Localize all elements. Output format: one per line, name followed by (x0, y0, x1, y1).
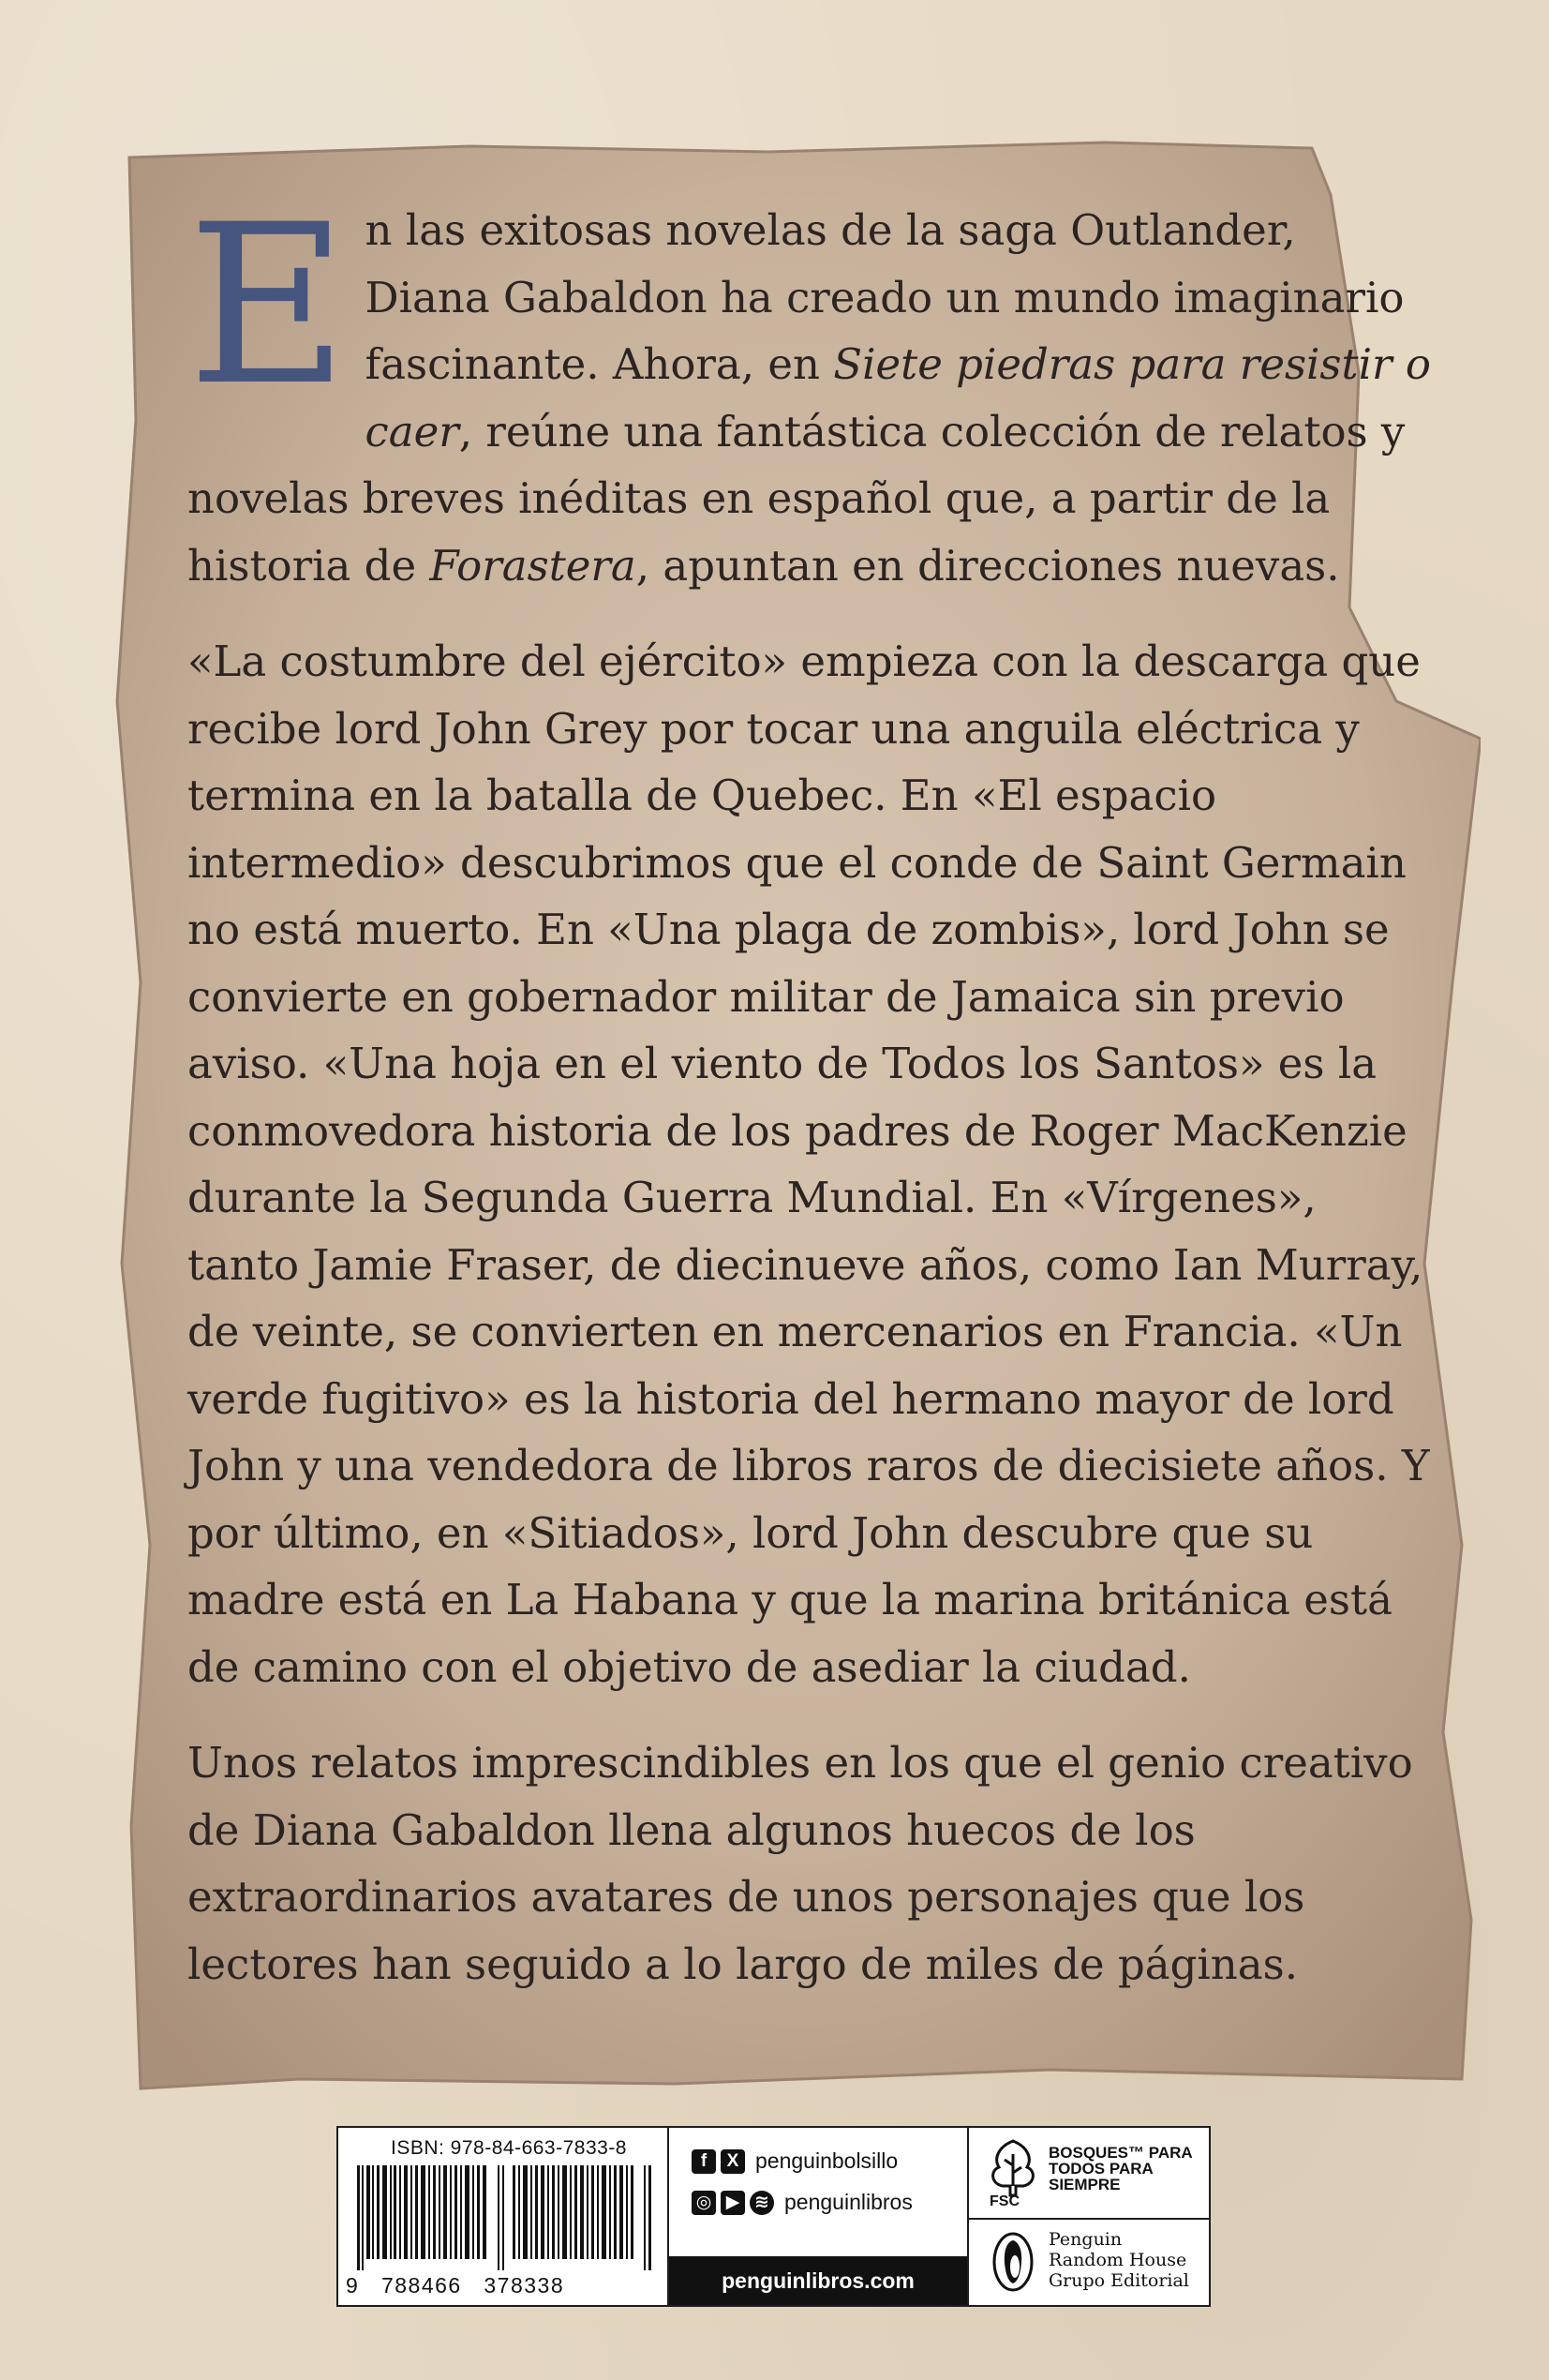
barcode-icon (357, 2165, 655, 2270)
website-link[interactable]: penguinlibros.com (669, 2256, 967, 2305)
publisher-line-3: Grupo Editorial (1049, 2270, 1189, 2291)
isbn-digits: 9 788466 378338 (346, 2273, 565, 2298)
fsc-label: FSC (990, 2193, 1020, 2209)
social-section (669, 2128, 969, 2305)
paragraph-closing: Unos relatos imprescindibles en los que el genio creativo de Diana Gabaldon llena algunos huecos de los extraordinarios avatares de unos personajes que los lectores han seguido a lo largo de miles de páginas. (187, 1738, 1413, 1989)
book-title: Siete piedras para resistir o caer (365, 339, 1431, 457)
intro-text-a: n las exitosas novelas de la saga Outlander, Diana Gabaldon ha creado un mundo imaginario fascinante. Ahora, en (365, 205, 1405, 389)
series-title: Forastera (429, 540, 636, 591)
back-cover-text (187, 178, 1434, 2027)
paragraph-stories: «La costumbre del ejército» empieza con la descarga que recibe lord John Grey por tocar una anguila eléctrica y termina en la batalla de Quebec. En «El espacio intermedio» descubrimos que el conde de Saint Germain no está muerto. En «Una plaga de zombis», lord John se convierte en gobernador militar de Jamaica sin previo aviso. «Una hoja en el viento de Todos los Santos» es la conmovedora historia de los padres de Roger MacKenzie durante la Segunda Guerra Mundial. En «Vírgenes», tanto Jamie Fraser, de diecinueve años, como Ian Murray, de veinte, se convierten en mercenarios en Francia. «Un verde fugitivo» es la historia del hermano mayor de lord John y una vendedora de libros raros de diecisiete años. Y por último, en «Sitiados», lord John descubre que su madre está en La Habana y que la marina británica está de camino con el objetivo de asediar la ciudad. (187, 636, 1430, 1692)
drop-cap: E (187, 178, 349, 434)
logos-section (969, 2128, 1209, 2305)
info-box (336, 2126, 1211, 2307)
intro-text-c: , apuntan en direcciones nuevas. (635, 540, 1340, 591)
paragraph-intro (187, 178, 1434, 599)
youtube-icon: ▶ (721, 2191, 745, 2215)
spotify-icon: ≋ (750, 2191, 774, 2215)
publisher-line-2: Random House (1049, 2250, 1187, 2270)
social-row-libros[interactable] (692, 2190, 913, 2215)
social-row-bolsillo[interactable] (692, 2148, 898, 2174)
social-handle-libros: penguinlibros (784, 2190, 913, 2214)
isbn-label: ISBN: 978-84-663-7833-8 (391, 2137, 627, 2159)
penguin-icon (990, 2229, 1036, 2295)
publisher-name (1049, 2229, 1189, 2291)
intro-text-b: , reúne una fantástica colección de relatos y novelas breves inéditas en español que, a partir de la historia de (187, 406, 1406, 591)
x-icon: X (721, 2149, 745, 2174)
fsc-slogan: BOSQUES™ PARA TODOS PARA SIEMPRE (1049, 2144, 1193, 2193)
instagram-icon: ◎ (692, 2191, 716, 2215)
logo-divider (969, 2218, 1209, 2220)
social-handle-bolsillo: penguinbolsillo (755, 2148, 899, 2173)
publisher-line-1: Penguin (1049, 2229, 1123, 2250)
barcode-section (338, 2128, 669, 2305)
facebook-icon: f (692, 2149, 716, 2174)
